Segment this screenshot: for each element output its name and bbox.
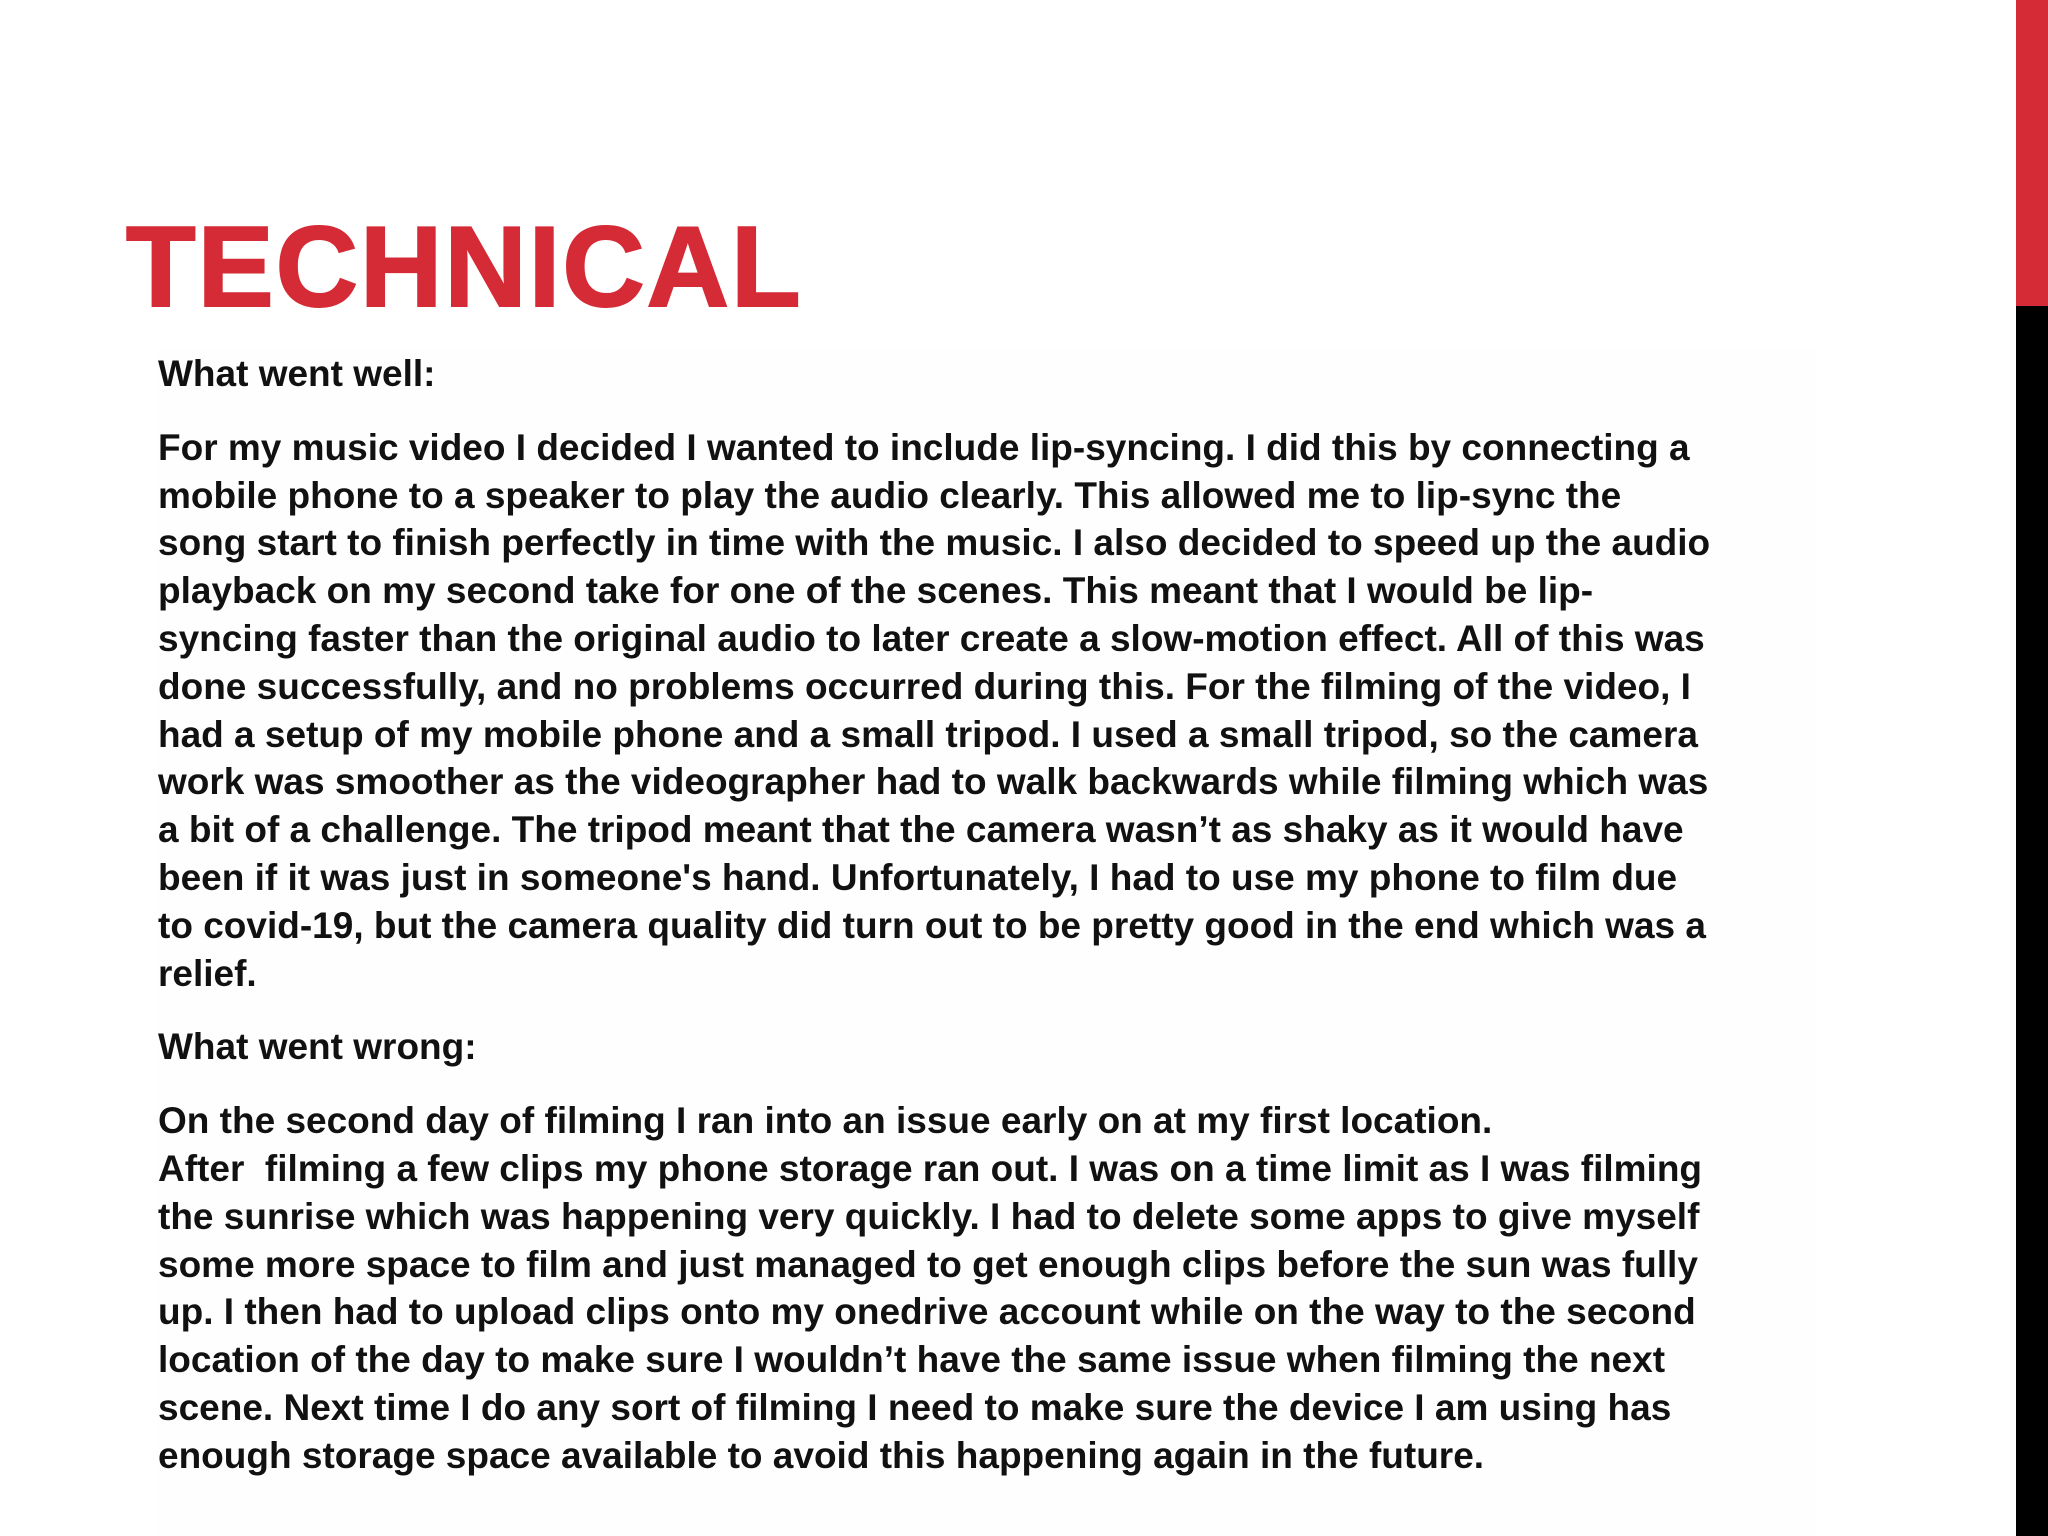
wrong-line-7: scene. Next time I do any sort of filming I need to make sure the device I am using has [158, 1386, 1672, 1428]
well-line-12: relief. [158, 952, 257, 994]
well-line-7: had a setup of my mobile phone and a small tripod. I used a small tripod, so the camera [158, 713, 1698, 755]
wrong-line-6: location of the day to make sure I wouldn’t have the same issue when filming the next [158, 1339, 1666, 1381]
wrong-line-4: some more space to film and just managed to get enough clips before the sun was fully [158, 1243, 1698, 1285]
what-went-wrong-paragraph [158, 1097, 1838, 1479]
well-line-11: to covid-19, but the camera quality did turn out to be pretty good in the end which was a [158, 904, 1706, 946]
sidebar-accent-red [2016, 0, 2048, 306]
wrong-line-3: the sunrise which was happening very quickly. I had to delete some apps to give myself [158, 1195, 1700, 1237]
well-line-2: mobile phone to a speaker to play the audio clearly. This allowed me to lip-sync the [158, 474, 1622, 516]
well-line-3: song start to finish perfectly in time with the music. I also decided to speed up the audio [158, 522, 1711, 564]
what-went-wrong-heading: What went wrong: [158, 1026, 477, 1068]
wrong-line-5: up. I then had to upload clips onto my onedrive account while on the way to the second [158, 1291, 1696, 1333]
well-line-1: For my music video I decided I wanted to include lip-syncing. I did this by connecting a [158, 426, 1690, 468]
well-line-4: playback on my second take for one of the scenes. This meant that I would be lip- [158, 570, 1594, 612]
wrong-line-2: After filming a few clips my phone storage ran out. I was on a time limit as I was filming [158, 1147, 1703, 1189]
well-line-10: been if it was just in someone's hand. Unfortunately, I had to use my phone to film due [158, 856, 1678, 898]
well-line-5: syncing faster than the original audio to later create a slow-motion effect. All of this was [158, 617, 1705, 659]
sidebar-accent-black [2016, 306, 2048, 1536]
slide-body [158, 350, 1838, 1480]
wrong-line-1: On the second day of filming I ran into an issue early on at my first location. [158, 1100, 1493, 1142]
well-line-6: done successfully, and no problems occurred during this. For the filming of the video, I [158, 665, 1691, 707]
what-went-well-heading: What went well: [158, 353, 436, 394]
well-line-8: work was smoother as the videographer had to walk backwards while filming which was [158, 761, 1709, 803]
what-went-well-paragraph [158, 424, 1838, 998]
well-line-9: a bit of a challenge. The tripod meant that the camera wasn’t as shaky as it would have [158, 809, 1684, 851]
wrong-line-8: enough storage space available to avoid this happening again in the future. [158, 1434, 1485, 1476]
slide-title: TECHNICAL [126, 204, 803, 331]
